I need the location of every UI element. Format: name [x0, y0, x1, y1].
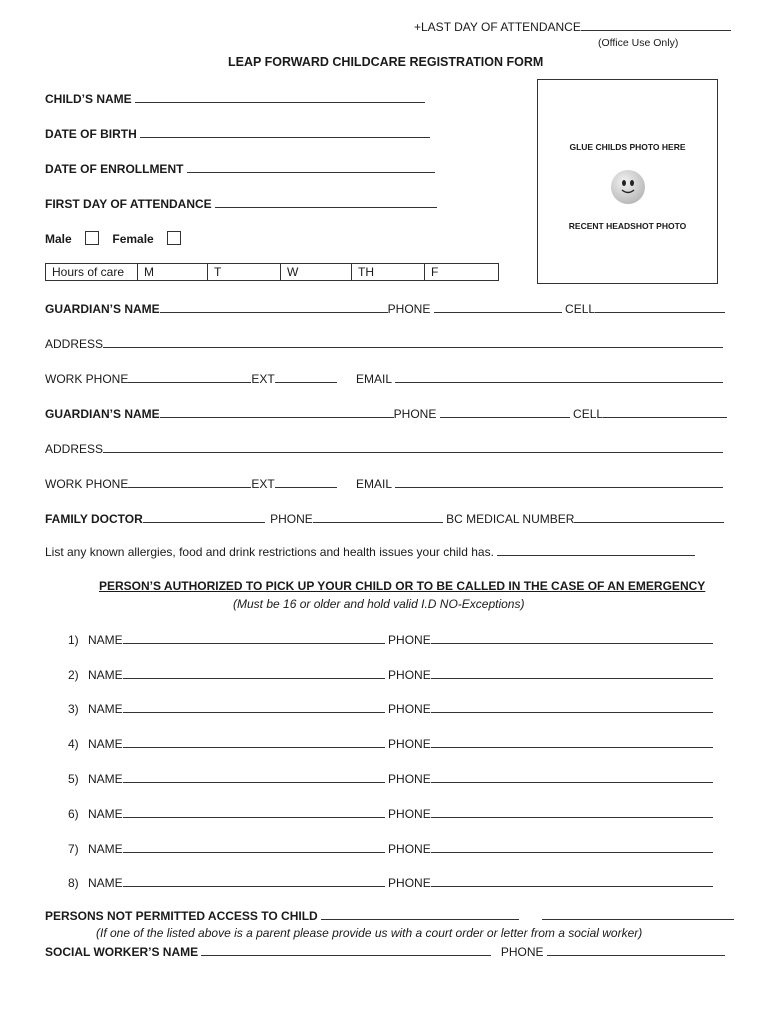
day-cell-t[interactable]: T	[208, 264, 281, 281]
social-worker-input[interactable]	[201, 944, 491, 956]
phone-label: PHONE	[388, 807, 431, 821]
hours-label: Hours of care	[46, 264, 138, 281]
authorized-row-2	[68, 667, 713, 682]
guardian2-ext-input[interactable]	[275, 476, 337, 488]
name-label: NAME	[88, 668, 123, 682]
child-name-field	[45, 91, 425, 106]
authorized-subheading: (Must be 16 or older and hold valid I.D NO-Exceptions)	[233, 597, 525, 611]
guardian1-work-phone-label: WORK PHONE	[45, 372, 129, 386]
phone-input[interactable]	[431, 771, 713, 783]
form-title: LEAP FORWARD CHILDCARE REGISTRATION FORM	[228, 55, 544, 69]
guardian2-address-input[interactable]	[103, 441, 723, 453]
not-permitted-input-1[interactable]	[321, 908, 519, 920]
authorized-row-5	[68, 771, 713, 786]
doctor-phone-label: PHONE	[270, 512, 313, 526]
family-doctor-input[interactable]	[143, 511, 265, 523]
guardian1-ext-label: EXT	[251, 372, 275, 386]
phone-label: PHONE	[388, 668, 431, 682]
medical-row	[45, 511, 724, 526]
dob-label: DATE OF BIRTH	[45, 127, 137, 141]
authorized-heading: PERSON’S AUTHORIZED TO PICK UP YOUR CHILD OR TO BE CALLED IN THE CASE OF AN EMERGENCY	[99, 579, 706, 593]
phone-label: PHONE	[388, 772, 431, 786]
name-label: NAME	[88, 737, 123, 751]
not-permitted-input-2[interactable]	[542, 908, 734, 920]
not-permitted-row	[45, 908, 734, 923]
row-number: 4)	[68, 737, 79, 751]
guardian1-address-label: ADDRESS	[45, 337, 104, 351]
not-permitted-label: PERSONS NOT PERMITTED ACCESS TO CHILD	[45, 909, 318, 923]
guardian2-ext-label: EXT	[251, 477, 275, 491]
guardian1-address-input[interactable]	[103, 336, 723, 348]
phone-input[interactable]	[431, 701, 713, 713]
guardian2-name-label: GUARDIAN’S NAME	[45, 407, 160, 421]
phone-label: PHONE	[388, 842, 431, 856]
bc-medical-label: BC MEDICAL NUMBER	[446, 512, 575, 526]
office-use-note: (Office Use Only)	[598, 37, 679, 49]
first-day-field	[45, 196, 437, 211]
guardian2-phone-input[interactable]	[440, 406, 570, 418]
guardian1-work-row	[45, 371, 723, 386]
court-order-note: (If one of the listed above is a parent please provide us with a court order or letter from a social worker)	[96, 926, 643, 940]
phone-input[interactable]	[431, 875, 713, 887]
row-number: 8)	[68, 876, 79, 890]
name-label: NAME	[88, 772, 123, 786]
guardian2-address-row	[45, 441, 723, 456]
name-input[interactable]	[123, 632, 385, 644]
guardian2-cell-input[interactable]	[603, 406, 727, 418]
authorized-row-4	[68, 736, 713, 751]
guardian2-cell-label: CELL	[573, 407, 604, 421]
allergies-row	[45, 544, 695, 559]
recent-photo-label: RECENT HEADSHOT PHOTO	[568, 221, 687, 231]
name-label: NAME	[88, 842, 123, 856]
photo-box[interactable]	[537, 79, 718, 284]
guardian1-name-label: GUARDIAN’S NAME	[45, 302, 160, 316]
last-day-input[interactable]	[581, 19, 731, 31]
row-number: 1)	[68, 633, 79, 647]
day-cell-f[interactable]: F	[425, 264, 499, 281]
social-worker-phone-input[interactable]	[547, 944, 725, 956]
authorized-row-3	[68, 701, 713, 716]
phone-input[interactable]	[431, 667, 713, 679]
guardian2-email-label: EMAIL	[356, 477, 392, 491]
name-input[interactable]	[123, 736, 385, 748]
name-input[interactable]	[123, 771, 385, 783]
dob-field	[45, 126, 430, 141]
guardian1-work-phone-input[interactable]	[128, 371, 251, 383]
name-input[interactable]	[123, 875, 385, 887]
smiley-face-icon	[611, 170, 645, 204]
phone-input[interactable]	[431, 806, 713, 818]
guardian2-work-row	[45, 476, 723, 491]
day-cell-w[interactable]: W	[281, 264, 352, 281]
female-label: Female	[112, 232, 154, 246]
phone-label: PHONE	[388, 876, 431, 890]
guardian1-name-input[interactable]	[160, 301, 388, 313]
first-day-input[interactable]	[215, 196, 437, 208]
allergies-input[interactable]	[497, 544, 695, 556]
name-input[interactable]	[123, 701, 385, 713]
name-label: NAME	[88, 702, 123, 716]
authorized-row-6	[68, 806, 713, 821]
hours-of-care-table	[45, 263, 499, 281]
enrollment-input[interactable]	[187, 161, 435, 173]
row-number: 2)	[68, 668, 79, 682]
row-number: 3)	[68, 702, 79, 716]
row-number: 6)	[68, 807, 79, 821]
authorized-row-1	[68, 632, 713, 647]
guardian2-work-phone-input[interactable]	[128, 476, 251, 488]
authorized-row-7	[68, 841, 713, 856]
enrollment-label: DATE OF ENROLLMENT	[45, 162, 184, 176]
name-label: NAME	[88, 633, 123, 647]
doctor-phone-input[interactable]	[313, 511, 443, 523]
phone-label: PHONE	[388, 633, 431, 647]
guardian1-cell-input[interactable]	[595, 301, 725, 313]
male-checkbox[interactable]	[85, 231, 99, 245]
guardian1-email-label: EMAIL	[356, 372, 392, 386]
phone-label: PHONE	[388, 737, 431, 751]
phone-input[interactable]	[431, 632, 713, 644]
glue-photo-label: GLUE CHILDS PHOTO HERE	[569, 142, 686, 152]
phone-input[interactable]	[431, 736, 713, 748]
child-name-input[interactable]	[135, 91, 425, 103]
last-day-attendance-field	[414, 19, 731, 34]
guardian1-ext-input[interactable]	[275, 371, 337, 383]
guardian1-address-row	[45, 336, 723, 351]
day-cell-m[interactable]: M	[138, 264, 208, 281]
day-cell-th[interactable]: TH	[352, 264, 425, 281]
social-worker-phone-label: PHONE	[500, 945, 544, 959]
family-doctor-label: FAMILY DOCTOR	[45, 512, 143, 526]
social-worker-row	[45, 944, 725, 959]
row-number: 5)	[68, 772, 79, 786]
guardian1-cell-label: CELL	[565, 302, 596, 316]
phone-label: PHONE	[388, 702, 431, 716]
name-input[interactable]	[123, 667, 385, 679]
guardian1-phone-input[interactable]	[434, 301, 562, 313]
male-label: Male	[45, 232, 72, 246]
guardian2-work-phone-label: WORK PHONE	[45, 477, 129, 491]
name-input[interactable]	[123, 806, 385, 818]
guardian2-name-input[interactable]	[160, 406, 394, 418]
name-label: NAME	[88, 807, 123, 821]
name-input[interactable]	[123, 841, 385, 853]
phone-input[interactable]	[431, 841, 713, 853]
bc-medical-input[interactable]	[574, 511, 724, 523]
social-worker-label: SOCIAL WORKER’S NAME	[45, 945, 199, 959]
guardian2-phone-label: PHONE	[393, 407, 437, 421]
first-day-label: FIRST DAY OF ATTENDANCE	[45, 197, 212, 211]
guardian1-email-input[interactable]	[395, 371, 723, 383]
dob-input[interactable]	[140, 126, 430, 138]
female-checkbox[interactable]	[167, 231, 181, 245]
child-name-label: CHILD’S NAME	[45, 92, 132, 106]
guardian2-email-input[interactable]	[395, 476, 723, 488]
allergies-label: List any known allergies, food and drink restrictions and health issues your child has.	[45, 545, 494, 559]
guardian1-phone-label: PHONE	[387, 302, 431, 316]
enrollment-field	[45, 161, 435, 176]
last-day-label: +LAST DAY OF ATTENDANCE	[414, 20, 581, 34]
row-number: 7)	[68, 842, 79, 856]
guardian2-name-row	[45, 406, 727, 421]
guardian2-address-label: ADDRESS	[45, 442, 104, 456]
guardian1-name-row	[45, 301, 725, 316]
authorized-row-8	[68, 875, 713, 890]
gender-field	[45, 231, 181, 246]
name-label: NAME	[88, 876, 123, 890]
